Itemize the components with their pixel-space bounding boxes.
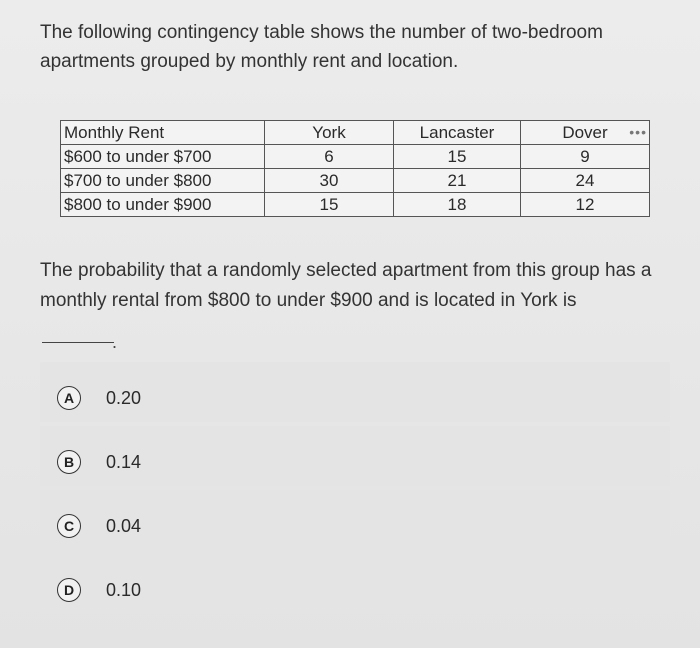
option-d-letter: D: [57, 578, 81, 602]
option-b-value: 0.14: [106, 452, 142, 472]
option-b[interactable]: [40, 426, 670, 486]
option-c-letter: C: [57, 514, 81, 538]
answer-blank: [42, 328, 114, 343]
cell-dover: 24: [521, 169, 650, 193]
option-b-letter: B: [57, 450, 81, 474]
blank-period: .: [112, 332, 118, 352]
cell-york: 6: [265, 145, 394, 169]
table-row: [61, 145, 650, 169]
table-row: [61, 169, 650, 193]
header-york: York: [265, 121, 394, 145]
option-d[interactable]: [40, 554, 670, 614]
option-a[interactable]: [40, 362, 670, 422]
row-label: $700 to under $800: [61, 169, 265, 193]
table-row: [61, 193, 650, 217]
cell-york: 15: [265, 193, 394, 217]
cell-lancaster: 18: [394, 193, 521, 217]
cell-dover: 12: [521, 193, 650, 217]
intro-text: The following contingency table shows the number of two-bedroom apartments grouped by monthly rent and location.: [40, 22, 603, 72]
cell-lancaster: 21: [394, 169, 521, 193]
table-header-row: [61, 121, 650, 145]
contingency-table: [60, 120, 650, 217]
header-dover-cell: [521, 121, 650, 145]
cell-lancaster: 15: [394, 145, 521, 169]
more-options-icon[interactable]: •••: [629, 124, 647, 140]
option-a-value: 0.20: [106, 388, 142, 408]
header-dover: Dover: [562, 123, 608, 142]
row-label: $600 to under $700: [61, 145, 265, 169]
cell-york: 30: [265, 169, 394, 193]
row-label: $800 to under $900: [61, 193, 265, 217]
option-c[interactable]: [40, 490, 670, 550]
option-d-value: 0.10: [106, 580, 142, 600]
question-text: The probability that a randomly selected apartment from this group has a monthly rental from $800 to under $900 and is located in York is: [40, 260, 652, 311]
cell-dover: 9: [521, 145, 650, 169]
option-c-value: 0.04: [106, 516, 142, 536]
option-a-letter: A: [57, 386, 81, 410]
header-lancaster: Lancaster: [394, 121, 521, 145]
header-monthly-rent: Monthly Rent: [61, 121, 265, 145]
